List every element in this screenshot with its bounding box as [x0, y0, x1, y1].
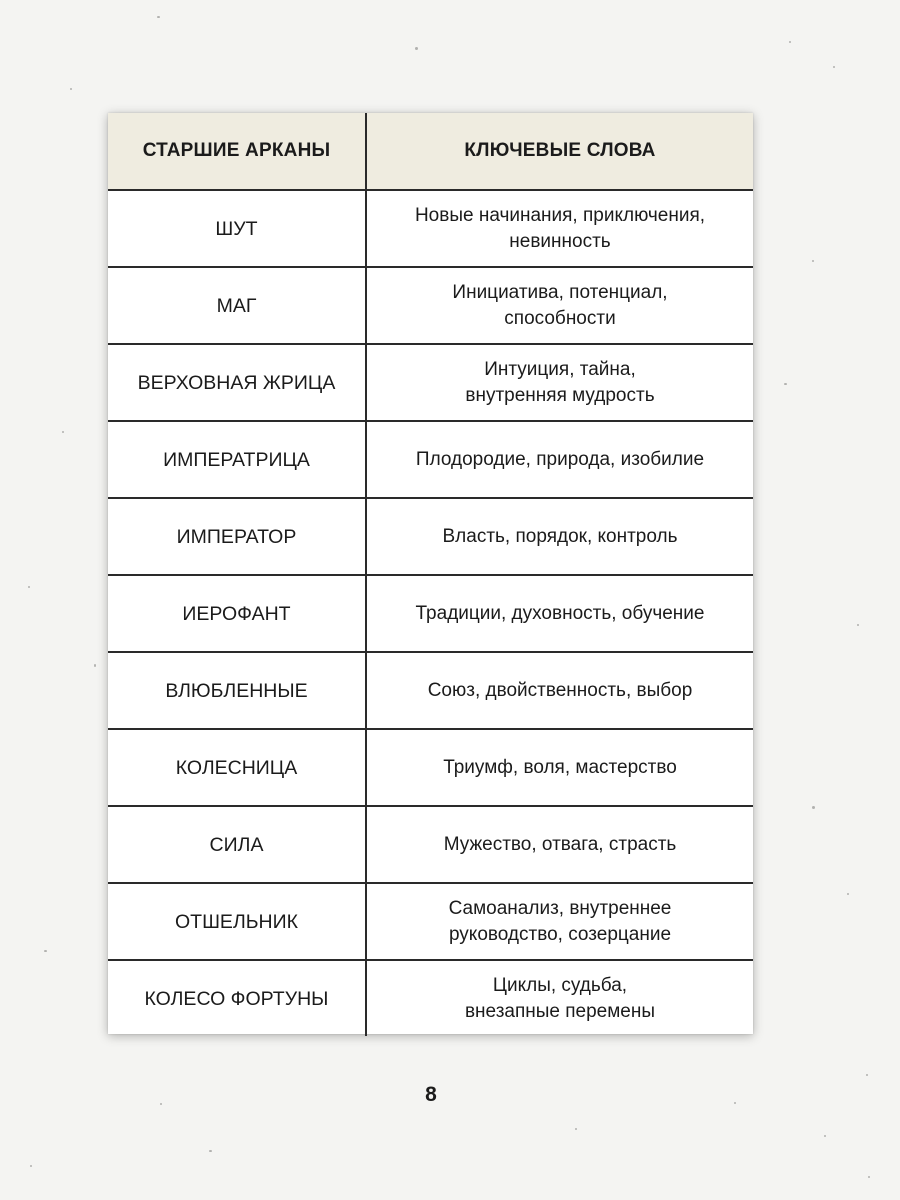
table-body	[108, 190, 753, 1036]
keywords-cell: Мужество, отвага, страсть	[366, 806, 753, 883]
keywords-cell: Союз, двойственность, выбор	[366, 652, 753, 729]
table-row	[108, 652, 753, 729]
arcana-keywords-table	[108, 113, 753, 1036]
arcana-name-cell: ОТШЕЛЬНИК	[108, 883, 366, 960]
table-row	[108, 498, 753, 575]
keywords-cell: Плодородие, природа, изобилие	[366, 421, 753, 498]
keywords-cell: Власть, порядок, контроль	[366, 498, 753, 575]
arcana-name-cell: МАГ	[108, 267, 366, 344]
table-row	[108, 344, 753, 421]
arcana-name-cell: КОЛЕСО ФОРТУНЫ	[108, 960, 366, 1036]
arcana-name-cell: ВЛЮБЛЕННЫЕ	[108, 652, 366, 729]
table-row	[108, 267, 753, 344]
page-number: 8	[425, 1083, 437, 1106]
keywords-cell: Новые начинания, приключения, невинность	[366, 190, 753, 267]
arcana-table-card	[108, 113, 753, 1034]
table-row	[108, 190, 753, 267]
arcana-name-cell: КОЛЕСНИЦА	[108, 729, 366, 806]
table-header-row	[108, 113, 753, 190]
keywords-cell: Самоанализ, внутреннее руководство, созерцание	[366, 883, 753, 960]
keywords-cell: Триумф, воля, мастерство	[366, 729, 753, 806]
column-header-arcana: СТАРШИЕ АРКАНЫ	[108, 113, 366, 190]
table-row	[108, 806, 753, 883]
keywords-cell: Циклы, судьба, внезапные перемены	[366, 960, 753, 1036]
arcana-name-cell: СИЛА	[108, 806, 366, 883]
table-row	[108, 883, 753, 960]
table-row	[108, 575, 753, 652]
keywords-cell: Интуиция, тайна, внутренняя мудрость	[366, 344, 753, 421]
arcana-name-cell: ИМПЕРАТРИЦА	[108, 421, 366, 498]
keywords-cell: Инициатива, потенциал, способности	[366, 267, 753, 344]
table-row	[108, 729, 753, 806]
table-row	[108, 960, 753, 1036]
table-row	[108, 421, 753, 498]
arcana-name-cell: ИЕРОФАНТ	[108, 575, 366, 652]
arcana-name-cell: ИМПЕРАТОР	[108, 498, 366, 575]
arcana-name-cell: ШУТ	[215, 217, 258, 240]
keywords-cell: Традиции, духовность, обучение	[366, 575, 753, 652]
arcana-name-cell: ВЕРХОВНАЯ ЖРИЦА	[108, 344, 366, 421]
column-header-keywords: КЛЮЧЕВЫЕ СЛОВА	[366, 113, 753, 190]
